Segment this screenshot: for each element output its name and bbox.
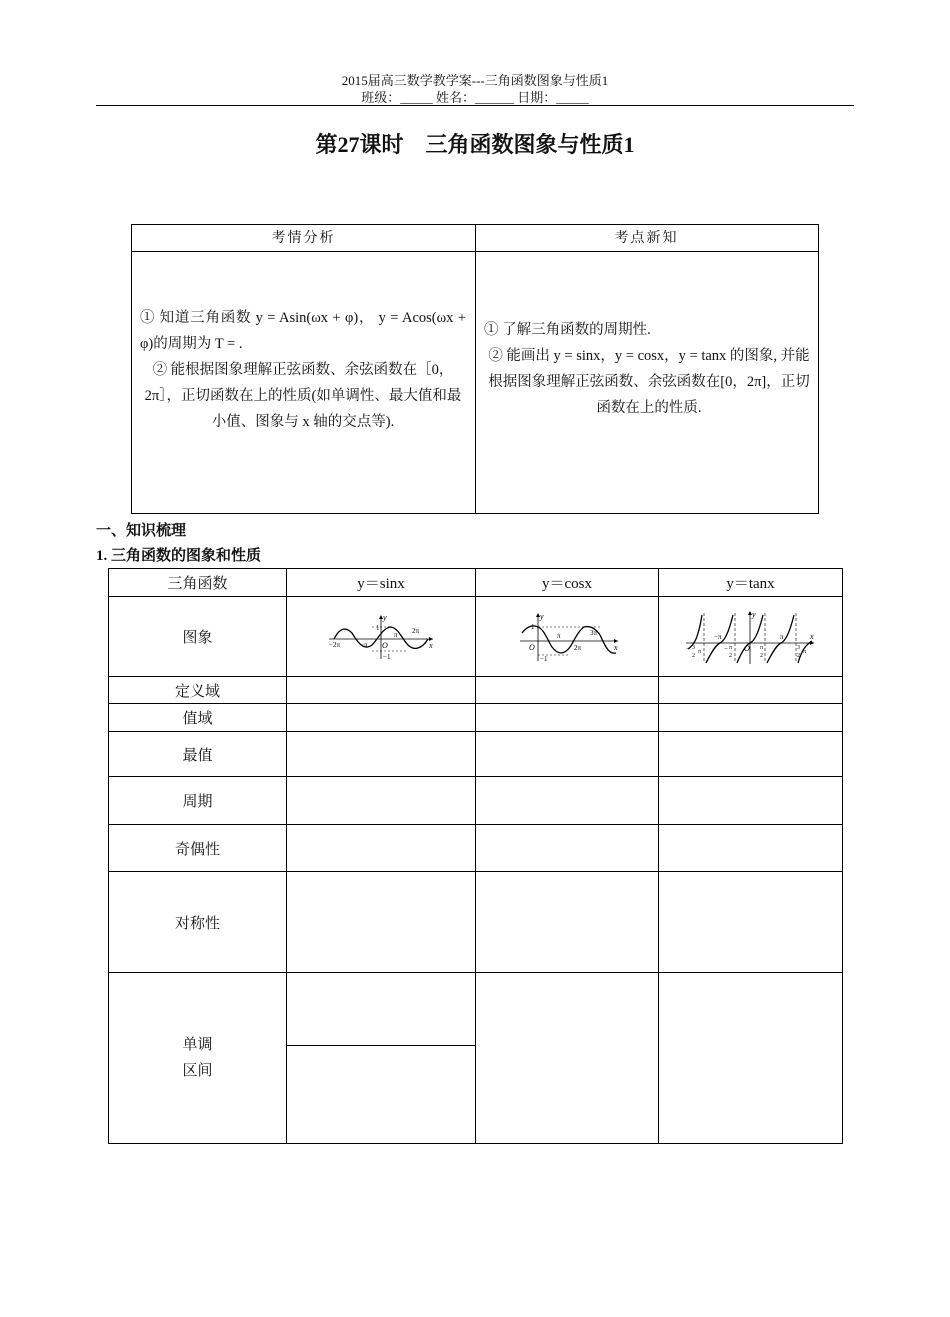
header-cell-function: 三角函数	[109, 569, 287, 597]
header-cell-sin: y＝sinx	[287, 569, 476, 597]
properties-table	[108, 568, 843, 1144]
sin-label-x: x	[429, 640, 433, 650]
cell-monotonic-sin-2	[287, 1046, 476, 1144]
row-label-domain: 定义域	[109, 677, 287, 704]
tan-label-two-3: 2	[759, 652, 763, 659]
tan-label-pi-3: π	[759, 644, 763, 651]
cell-range-sin	[287, 704, 476, 732]
intro-left-header: 考情分析	[132, 225, 475, 252]
tan-label-two-2: 2	[728, 652, 732, 659]
tan-label-pi-4: π	[802, 648, 806, 655]
header-rule	[96, 105, 854, 106]
header-line-2: 班级：_____ 姓名：______ 日期：_____	[361, 90, 589, 105]
tan-label-negpi: −π	[713, 632, 721, 641]
sin-graph	[326, 613, 436, 661]
subsection-heading: 1. 三角函数的图象和性质	[96, 548, 262, 564]
cos-label-2pi: 2π	[574, 643, 582, 652]
sin-label-one: 1	[376, 623, 380, 632]
cell-parity-cos	[476, 825, 659, 872]
cell-period-cos	[476, 777, 659, 825]
tan-label-pi: π	[779, 632, 784, 641]
cos-label-origin: O	[529, 642, 535, 652]
intro-left-cell	[140, 305, 466, 435]
header-line-1: 2015届高三数学教学案---三角函数图象与性质1	[341, 73, 609, 88]
tan-label-three-1: 3	[691, 644, 695, 651]
tan-label-neg-sign-1: −	[685, 644, 690, 653]
cell-monotonic-cos	[476, 973, 659, 1144]
cell-monotonic-tan	[659, 973, 843, 1144]
tan-label-pi-1: π	[697, 648, 701, 655]
page-title: 第27课时 三角函数图象与性质1	[315, 132, 635, 157]
intro-divider	[475, 225, 476, 513]
sin-label-negpi: −π	[360, 640, 368, 649]
row-label-extrema: 最值	[109, 732, 287, 777]
cell-domain-sin	[287, 677, 476, 704]
table-row-domain	[109, 677, 843, 704]
row-label-symmetry: 对称性	[109, 872, 287, 973]
cell-parity-sin	[287, 825, 476, 872]
row-label-monotonic-line-1: 单调	[182, 1037, 213, 1053]
graph-cell-sin	[287, 597, 476, 677]
table-row-monotonic-1	[109, 973, 843, 1046]
intro-right-header: 考点新知	[475, 225, 818, 252]
cell-domain-tan	[659, 677, 843, 704]
tan-label-pi-2: π	[728, 644, 732, 651]
table-row-parity	[109, 825, 843, 872]
cos-label-pi: π	[557, 631, 561, 640]
sin-label-origin: O	[382, 640, 388, 650]
cos-label-y: y	[540, 611, 544, 621]
graph-cell-tan	[659, 597, 843, 677]
cos-label-3pi: 3π	[590, 628, 598, 637]
tan-label-three-2: 3	[796, 644, 800, 651]
cell-range-tan	[659, 704, 843, 732]
cos-graph	[512, 611, 622, 663]
table-row-symmetry	[109, 872, 843, 973]
table-header-row	[109, 569, 843, 597]
cell-extrema-sin	[287, 732, 476, 777]
sin-label-2pi: 2π	[412, 626, 420, 635]
cos-label-one: 1	[531, 622, 535, 631]
sin-label-pi: π	[394, 630, 398, 639]
tan-label-origin: O	[743, 643, 750, 653]
graph-cell-cos	[476, 597, 659, 677]
cell-range-cos	[476, 704, 659, 732]
table-row-period	[109, 777, 843, 825]
intro-table	[131, 224, 819, 514]
header-cell-cos: y＝cosx	[476, 569, 659, 597]
tan-label-y: y	[751, 609, 756, 619]
tan-label-two-4: 2	[796, 652, 800, 659]
cell-period-tan	[659, 777, 843, 825]
intro-left-item-1: ① 知道三角函数 y = Asin(ωx + φ)， y = Acos(ωx + φ)的周期为 T = .	[140, 310, 466, 352]
table-row-graph	[109, 597, 843, 677]
intro-right-item-2: ② 能画出 y = sinx，y = cosx，y = tanx 的图象, 并能根据图象理解正弦函数、余弦函数在[0，2π]，正切函数在上的性质.	[488, 348, 810, 416]
cell-extrema-cos	[476, 732, 659, 777]
cell-extrema-tan	[659, 732, 843, 777]
table-row-range	[109, 704, 843, 732]
intro-right-item-1: ① 了解三角函数的周期性.	[484, 322, 651, 338]
tan-graph	[684, 609, 818, 665]
cos-label-neg-one: −1	[540, 654, 548, 663]
tan-label-x: x	[809, 631, 814, 641]
sin-label-neg-one: −1	[383, 652, 391, 661]
cell-symmetry-cos	[476, 872, 659, 973]
row-label-period: 周期	[109, 777, 287, 825]
cos-label-x: x	[614, 642, 618, 652]
cell-domain-cos	[476, 677, 659, 704]
cell-symmetry-tan	[659, 872, 843, 973]
sin-label-y: y	[383, 612, 387, 622]
cell-monotonic-sin-1	[287, 973, 476, 1046]
row-label-graph: 图象	[109, 597, 287, 677]
sin-label-neg2pi: −2π	[329, 640, 340, 649]
cell-symmetry-sin	[287, 872, 476, 973]
table-row-extrema	[109, 732, 843, 777]
section-heading: 一、知识梳理	[96, 523, 187, 539]
intro-left-item-2: ② 能根据图象理解正弦函数、余弦函数在［0，2π］，正切函数在上的性质(如单调性、最大值和最小值、图象与 x 轴的交点等).	[144, 362, 462, 430]
cell-parity-tan	[659, 825, 843, 872]
header-cell-tan: y＝tanx	[659, 569, 843, 597]
intro-right-cell	[484, 317, 814, 421]
row-label-monotonic-line-2: 区间	[182, 1063, 213, 1079]
row-label-monotonic	[109, 973, 287, 1144]
tan-label-two-1: 2	[691, 652, 695, 659]
row-label-parity: 奇偶性	[109, 825, 287, 872]
tan-label-neg-sign-2: −	[723, 644, 728, 653]
cell-period-sin	[287, 777, 476, 825]
row-label-range: 值域	[109, 704, 287, 732]
